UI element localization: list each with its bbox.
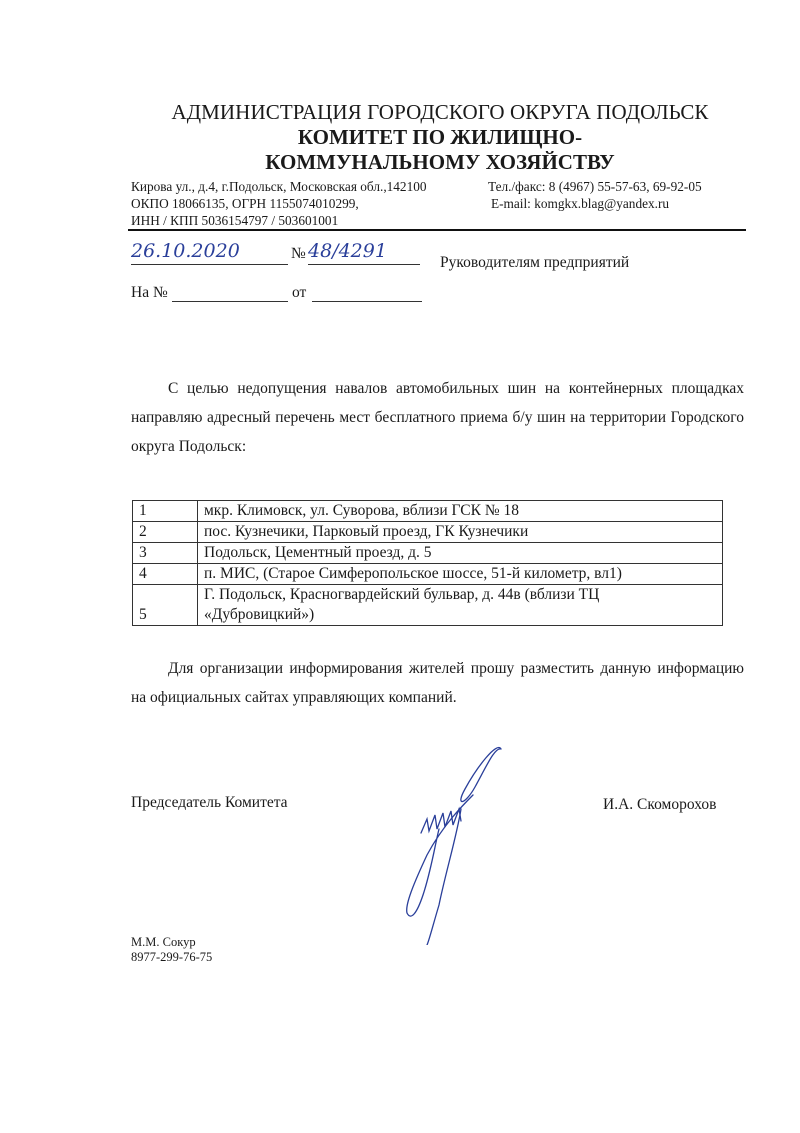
locations-table	[132, 500, 723, 626]
row-address: мкр. Климовск, ул. Суворова, вблизи ГСК № 18	[198, 501, 723, 522]
row-number: 5	[133, 585, 198, 626]
reply-date-field	[312, 284, 422, 302]
table-row	[133, 501, 723, 522]
outgoing-date-field	[131, 240, 288, 265]
row-address: пос. Кузнечики, Парковый проезд, ГК Кузнечики	[198, 522, 723, 543]
outgoing-date: 26.10.2020	[131, 240, 240, 262]
outgoing-number-field	[308, 240, 420, 265]
addressee: Руководителям предприятий	[440, 254, 630, 271]
table-row	[133, 543, 723, 564]
executor-phone: 8977-299-76-75	[131, 950, 213, 964]
org-codes: ОКПО 18066135, ОГРН 1155074010299,	[131, 196, 359, 211]
row-address: Подольск, Цементный проезд, д. 5	[198, 543, 723, 564]
committee-name-line2: КОММУНАЛЬНОМУ ХОЗЯЙСТВУ	[265, 150, 615, 174]
header-divider	[128, 229, 746, 231]
row-number: 3	[133, 543, 198, 564]
signatory-position: Председатель Комитета	[131, 794, 288, 811]
committee-name-line1: КОМИТЕТ ПО ЖИЛИЩНО-	[297, 125, 583, 149]
reply-number-label: На №	[131, 284, 168, 301]
number-label: №	[291, 245, 306, 262]
row-number: 1	[133, 501, 198, 522]
executor-name: М.М. Сокур	[131, 935, 196, 949]
table-row	[133, 564, 723, 585]
body-paragraph-1: С целью недопущения навалов автомобильных шин на контейнерных площадках направляю адресный перечень мест бесплатного приема б/у шин на территории Городского округа Подольск:	[131, 380, 744, 455]
org-phone: Тел./факс: 8 (4967) 55-57-63, 69-92-05	[488, 179, 702, 194]
row-number: 2	[133, 522, 198, 543]
reply-from-label: от	[292, 284, 307, 301]
row-number: 4	[133, 564, 198, 585]
table-row	[133, 522, 723, 543]
handwritten-signature-icon	[395, 745, 505, 945]
table-row	[133, 585, 723, 626]
org-address: Кирова ул., д.4, г.Подольск, Московская обл.,142100	[131, 179, 427, 194]
row-address: п. МИС, (Старое Симферопольское шоссе, 51-й километр, вл1)	[198, 564, 723, 585]
signatory-name: И.А. Скоморохов	[603, 796, 717, 813]
body-paragraph-2: Для организации информирования жителей прошу разместить данную информацию на официальных сайтах управляющих компаний.	[131, 660, 744, 706]
row-address: Г. Подольск, Красногвардейский бульвар, д. 44в (вблизи ТЦ «Дубровицкий»)	[198, 585, 723, 626]
outgoing-number: 48/4291	[308, 240, 387, 262]
org-email: E-mail: komgkx.blag@yandex.ru	[491, 196, 670, 211]
org-inn-kpp: ИНН / КПП 5036154797 / 503601001	[131, 213, 339, 228]
org-name: АДМИНИСТРАЦИЯ ГОРОДСКОГО ОКРУГА ПОДОЛЬСК	[171, 100, 709, 124]
reply-number-field	[172, 284, 288, 302]
